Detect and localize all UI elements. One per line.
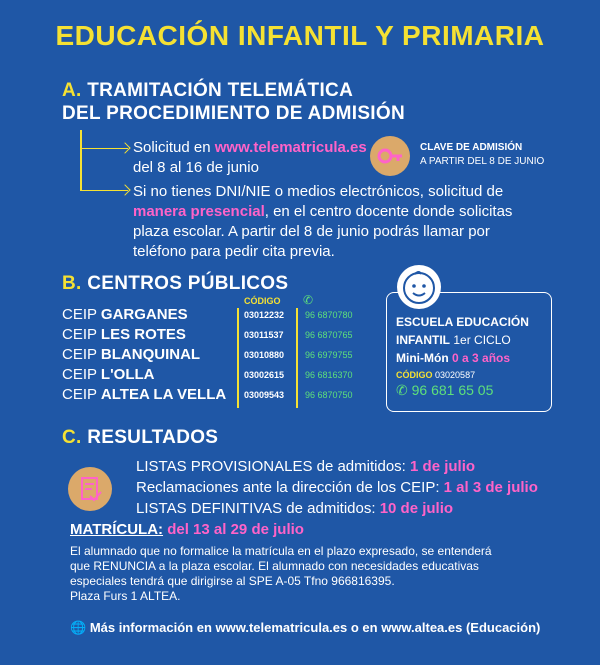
arrow-right-icon [80,190,128,191]
matricula-dates: del 13 al 29 de julio [167,521,304,538]
code-column-header: CÓDIGO [244,296,281,306]
matricula-para-line1: El alumnado que no formalice la matrícula en el plazo expresado, se entenderá [70,544,492,558]
key-subtitle: A PARTIR DEL 8 DE JUNIO [420,156,545,167]
nursery-line2-rest: 1er CICLO [453,333,511,347]
item1-dates: del 8 al 16 de junio [133,159,259,176]
section-a-letter: A. [62,80,82,101]
school-phone[interactable]: 96 6870765 [305,330,353,340]
item2-highlight: manera presencial [133,203,265,220]
result-3-text: LISTAS DEFINITIVAS de admitidos: [136,500,376,517]
school-phone[interactable]: 96 6870750 [305,390,353,400]
nursery-code-row [396,370,475,380]
section-b-heading-text: CENTROS PÚBLICOS [87,273,289,294]
key-icon [370,136,410,176]
school-name [62,345,226,365]
item1-prefix: Solicitud en [133,139,211,156]
section-b-heading [62,273,288,295]
school-code: 03009543 [244,390,285,400]
nursery-phone-row [396,382,493,399]
school-phone[interactable]: 96 6816370 [305,370,353,380]
section-a-heading-line1: TRAMITACIÓN TELEMÁTICA [87,80,354,101]
page-title: EDUCACIÓN INFANTIL Y PRIMARIA [55,20,545,51]
school-name [62,305,226,325]
results-list [136,456,538,519]
nursery-code: 03020587 [435,370,476,380]
school-phone[interactable]: 96 6870780 [305,310,353,320]
school-name [62,365,226,385]
section-c-letter: C. [62,427,82,448]
result-1-date: 1 de julio [410,458,476,475]
divider [237,308,239,408]
baby-face-icon [397,265,441,309]
globe-icon: 🌐 [70,620,87,635]
footer [70,620,540,636]
school-title: BLANQUINAL [100,346,201,363]
nursery-line2-bold: INFANTIL [396,333,450,347]
result-2-date: 1 al 3 de julio [443,479,538,496]
nursery-line1: ESCUELA EDUCACIÓN [396,315,529,329]
item2-text [133,182,573,262]
item2-line1: Si no tienes DNI/NIE o medios electrónicos, solicitud de [133,183,504,200]
nursery-info-box [386,292,552,412]
nursery-line3 [396,351,510,365]
school-title: L'OLLA [100,366,155,383]
phones-list [305,305,353,405]
key-title: CLAVE DE ADMISIÓN [420,142,523,153]
school-prefix: CEIP [62,346,97,363]
divider [296,308,298,408]
nursery-code-label: CÓDIGO [396,370,433,380]
matricula-para-line4: Plaza Furs 1 ALTEA. [70,589,181,603]
result-line-1 [136,456,538,477]
schools-list [62,305,226,405]
section-a-heading-line2: DEL PROCEDIMIENTO DE ADMISIÓN [62,103,405,124]
footer-text[interactable]: Más información en www.telematricula.es o en www.altea.es (Educación) [89,620,541,635]
section-a-heading [62,80,353,102]
school-code: 03002615 [244,370,285,380]
nursery-ages: 0 a 3 años [452,351,511,365]
phone-icon: ✆ [396,382,408,398]
school-prefix: CEIP [62,306,97,323]
result-2-text: Reclamaciones ante la dirección de los CEIP: [136,479,440,496]
school-prefix: CEIP [62,386,97,403]
item1-line1 [133,138,367,158]
matricula-label: MATRÍCULA: [70,521,164,538]
nursery-phone: 96 681 65 05 [411,382,494,398]
item2-line3: plaza escolar. A partir del 8 de junio podrás llamar por [133,223,490,240]
school-name [62,325,226,345]
matricula-para-line2: que RENUNCIA a la plaza escolar. El alumnado con necesidades educativas [70,559,479,573]
matricula-para-line3: especiales tendrá que dirigirse al SPE A-05 Tfno 966816395. [70,574,395,588]
school-title: LES ROTES [100,326,186,343]
arrow-right-icon [80,148,128,149]
school-code: 03011537 [244,330,284,340]
section-c-heading-text: RESULTADOS [87,427,219,448]
school-code: 03010880 [244,350,285,360]
section-b-letter: B. [62,273,82,294]
result-line-3 [136,498,538,519]
school-title: GARGANES [100,306,188,323]
nursery-line2 [396,333,511,347]
school-phone[interactable]: 96 6979755 [305,350,353,360]
nursery-name: Mini-Món [396,351,449,365]
school-code: 03012232 [244,310,285,320]
codes-list [244,305,284,405]
telematricula-link[interactable]: www.telematricula.es [214,139,367,156]
result-3-date: 10 de julio [379,500,454,517]
result-line-2 [136,477,538,498]
item2-line2 [133,202,573,222]
tree-connector [80,130,82,190]
school-prefix: CEIP [62,366,97,383]
school-name [62,385,226,405]
section-c-heading [62,427,218,449]
school-title: ALTEA LA VELLA [100,386,227,403]
school-prefix: CEIP [62,326,97,343]
matricula-paragraph [70,544,570,604]
matricula-row [70,521,304,538]
phone-icon: ✆ [303,293,314,307]
document-check-icon [68,467,112,511]
item2-line2-rest: , en el centro docente donde solicitas [264,203,513,220]
result-1-text: LISTAS PROVISIONALES de admitidos: [136,458,406,475]
item2-line4: teléfono para pedir cita previa. [133,243,335,260]
